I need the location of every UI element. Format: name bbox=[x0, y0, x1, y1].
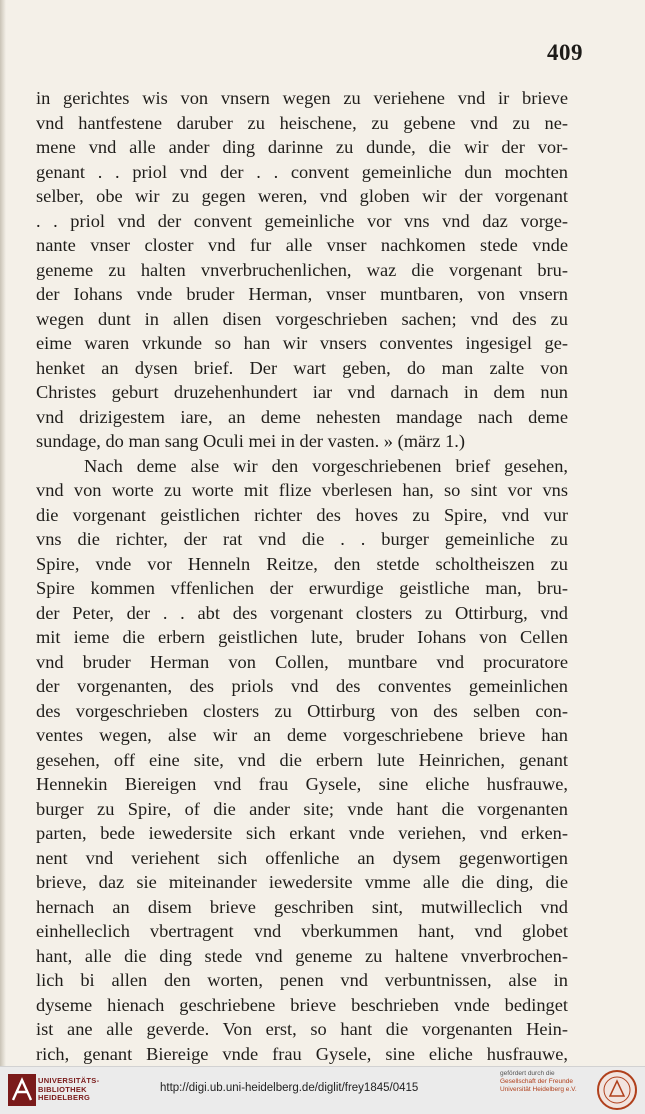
text-line: nante vnser closter vnd fur alle vnser nachkomen stede vnde bbox=[36, 235, 568, 255]
text-line: rich, genant Biereige vnde frau Gysele, sine eliche husfrauwe, bbox=[36, 1043, 568, 1064]
text-line: mene vnd alle ander ding darinne zu dunde, die wir der vor- bbox=[36, 137, 568, 157]
viewer-footer bbox=[0, 1066, 645, 1114]
text-line: brieve, daz sie miteinander iewedersite vmme alle die ding, die bbox=[36, 872, 568, 892]
text-line: hernach an disem brieve geschriben sint, mutwilleclich vnd bbox=[36, 896, 568, 917]
text-line: Nach deme alse wir den vorgeschriebenen brief gesehen, bbox=[84, 455, 568, 476]
text-line: burger zu Spire, of die ander site; vnde hant die vorgenanten bbox=[36, 798, 568, 819]
text-line: henket an dysen brief. Der wart geben, do man zalte von bbox=[36, 357, 568, 378]
text-line: nent vnd veriehent sich offenliche an dysem gegenwortigen bbox=[36, 847, 568, 868]
sponsor-org-line: Universität Heidelberg e.V. bbox=[500, 1086, 577, 1093]
page-edge-shadow bbox=[0, 0, 6, 1066]
text-line: lich bi allen den worten, penen vnd verbuntnissen, alse in bbox=[36, 970, 568, 990]
library-name-line: BIBLIOTHEK bbox=[38, 1084, 87, 1094]
text-line: selber, obe wir zu gegen weren, vnd globen wir der vorgenant bbox=[36, 186, 568, 206]
page-number: 409 bbox=[547, 40, 583, 65]
text-line: dyseme hienach geschriebene brieve beschrieben vnde bedinget bbox=[36, 994, 568, 1015]
text-line: wegen dunt in allen disen vorgeschrieben sachen; vnd des zu bbox=[36, 308, 568, 329]
text-line: hant, alle die ding stede vnd geneme zu haltene vnverbrochen- bbox=[36, 945, 568, 966]
text-line: geneme zu halten vnverbruchenlichen, waz die vorgenant bru- bbox=[36, 259, 568, 280]
text-line: sundage, do man sang Oculi mei in der vasten. » (märz 1.) bbox=[36, 431, 465, 451]
library-name-line: UNIVERSITÄTS- bbox=[38, 1076, 100, 1085]
text-line: der Iohans vnde bruder Herman, vnser muntbaren, von vnsern bbox=[36, 284, 568, 304]
text-line: ist ane alle geverde. Von erst, so hant die vorgenanten Hein- bbox=[36, 1019, 568, 1039]
text-line: parten, bede iewedersite sich erkant vnde veriehen, vnd erken- bbox=[36, 823, 568, 843]
sponsor-label: gefördert durch die bbox=[500, 1070, 555, 1077]
text-line: vnd bruder Herman von Collen, muntbare vnd procuratore bbox=[36, 651, 568, 672]
text-line: ventes wegen, alse wir an deme vorgeschriebene brieve han bbox=[36, 725, 568, 745]
text-line: einhelleclich vbertragent vnd vberkummen hant, vnd globet bbox=[36, 921, 568, 941]
university-seal-icon bbox=[596, 1069, 638, 1111]
library-name bbox=[38, 1077, 118, 1103]
text-line: Christes geburt druzehenhundert iar vnd darnach in dem nun bbox=[36, 382, 568, 402]
library-name-line: HEIDELBERG bbox=[38, 1093, 91, 1102]
text-line: vnd drizigestem iare, an deme nehesten mandage nach deme bbox=[36, 406, 568, 427]
text-line: die vorgenant geistlichen richter des hoves zu Spire, vnd vur bbox=[36, 504, 568, 525]
text-line: eime waren vrkunde so han wir vnsers conventes ingesigel ge- bbox=[36, 333, 568, 353]
text-line: Spire kommen vffenlichen der erwurdige geistliche man, bru- bbox=[36, 578, 568, 598]
sponsor-org-line: Gesellschaft der Freunde bbox=[500, 1078, 573, 1085]
sponsor-credit bbox=[500, 1070, 595, 1094]
text-line: vnd von worte zu worte mit flize vberlesen han, so sint vor vns bbox=[36, 480, 568, 500]
university-library-logo-icon bbox=[8, 1074, 36, 1106]
text-line: genant . . priol vnd der . . convent gemeinliche dun mochten bbox=[36, 161, 568, 182]
text-line: in gerichtes wis von vnsern wegen zu veriehene vnd ir brieve bbox=[36, 88, 568, 108]
text-line: gesehen, off eine site, vnd die erbern lute Heinrichen, genant bbox=[36, 749, 568, 770]
text-line: Spire, vnde vor Henneln Reitze, den stetde scholtheiszen zu bbox=[36, 553, 568, 574]
text-line: der vorgenanten, des priols vnd des conventes gemeinlichen bbox=[36, 676, 568, 696]
text-line: . . priol vnd der convent gemeinliche vor vns vnd daz vorge- bbox=[36, 210, 568, 231]
permalink-url[interactable]: http://digi.ub.uni-heidelberg.de/diglit/frey1845/0415 bbox=[160, 1082, 419, 1094]
text-line: vnd hantfestene daruber zu heischene, zu gebene vnd zu ne- bbox=[36, 112, 568, 133]
text-line: mit ieme die erbern geistlichen lute, bruder Iohans von Cellen bbox=[36, 627, 568, 647]
text-line: des vorgeschrieben closters zu Ottirburg von des selben con- bbox=[36, 700, 568, 721]
text-line: Hennekin Biereigen vnd frau Gysele, sine eliche husfrauwe, bbox=[36, 774, 568, 794]
text-line: der Peter, der . . abt des vorgenant closters zu Ottirburg, vnd bbox=[36, 602, 568, 623]
body-text bbox=[36, 86, 568, 1066]
text-line: vns die richter, der rat vnd die . . burger gemeinliche zu bbox=[36, 529, 568, 549]
